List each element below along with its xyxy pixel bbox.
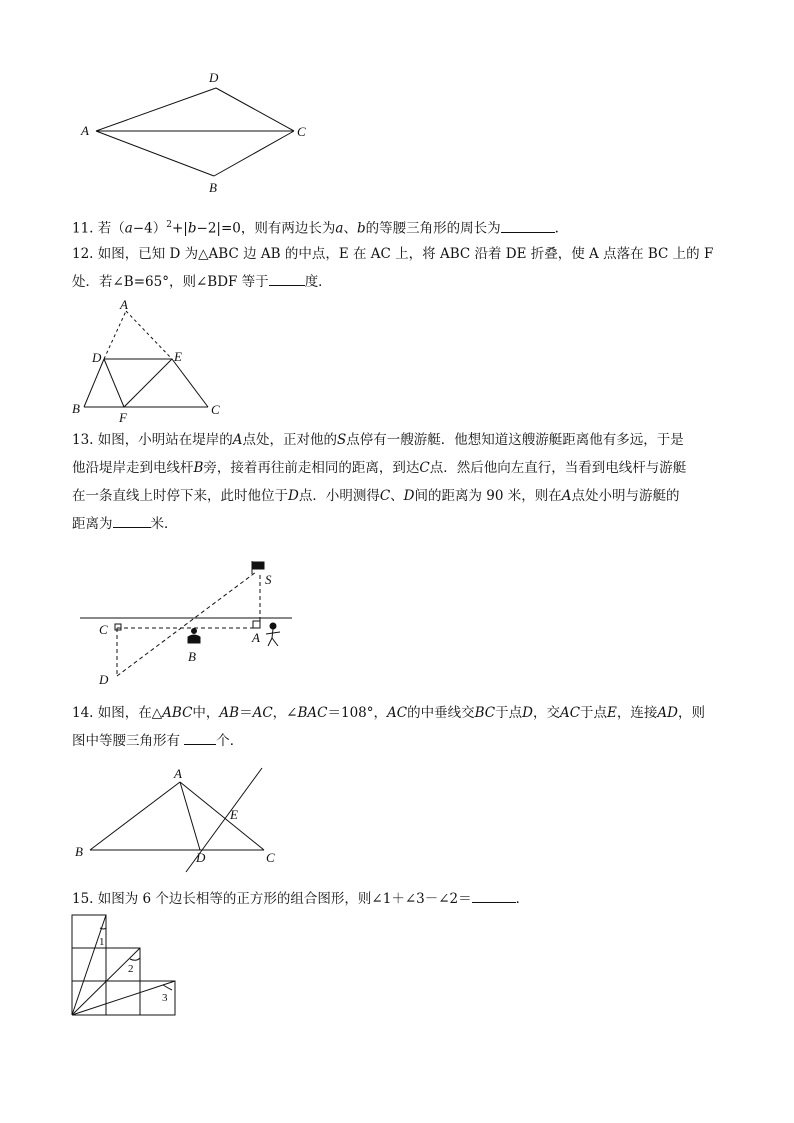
- q14-var: AD: [657, 705, 678, 721]
- label-A: A: [120, 297, 128, 312]
- label-A: A: [252, 630, 260, 645]
- q13-text: 、: [390, 488, 404, 504]
- angle-arc-3: [163, 985, 172, 990]
- angle-label-2: 2: [128, 963, 134, 975]
- q13-text: 点．小明测得: [298, 488, 380, 504]
- angle-label-1: 1: [99, 936, 105, 948]
- q11-text: 若（: [97, 220, 125, 237]
- q13-text: 点处小明与游艇的: [571, 488, 680, 504]
- q15-text: ．: [515, 891, 530, 907]
- angle-arc-2: [130, 958, 140, 960]
- label-E: E: [230, 807, 238, 822]
- q14-text: 中，: [192, 705, 220, 721]
- q14-text: 的中垂线交: [407, 705, 475, 721]
- q13-text: 距离为: [72, 516, 113, 532]
- q13-var: A: [232, 432, 243, 448]
- q14-var: ABC: [162, 705, 193, 721]
- q14-text: ，连接: [616, 705, 658, 721]
- q13-var: D: [403, 488, 415, 504]
- angle-label-3: 3: [162, 992, 168, 1004]
- q11-number: 11.: [72, 220, 94, 237]
- label-F: F: [119, 410, 127, 425]
- label-E: E: [174, 349, 182, 364]
- label-D: D: [209, 70, 219, 85]
- q14-text: 14. 如图，在△: [72, 705, 163, 721]
- q13-text: 13. 如图，小明站在堤岸的: [72, 432, 233, 448]
- q14-text: ，交: [532, 705, 560, 721]
- q11-text: .: [554, 220, 559, 237]
- q13-text: 点停有一艘游艇．他想知道这艘游艇距离他有多远，于是: [346, 432, 684, 448]
- label-D: D: [99, 672, 109, 687]
- label-B: B: [72, 401, 80, 416]
- label-C: C: [99, 622, 108, 637]
- q14-text: ＝108°，: [327, 705, 388, 721]
- q14-var: BAC: [297, 705, 328, 721]
- q11-text: 的等腰三角形的周长为: [365, 220, 501, 237]
- q11-text: −4）: [132, 220, 167, 237]
- q11-var-a: a: [124, 220, 133, 237]
- q13-text: 米．: [150, 516, 178, 532]
- q12-text: 度．: [304, 274, 332, 290]
- q14-text: 图中等腰三角形有: [72, 733, 180, 749]
- q11-text: −2|=0，则有两边长为: [196, 220, 336, 237]
- label-A: A: [81, 123, 89, 138]
- q11-exponent: 2: [166, 220, 172, 230]
- q13-text: 旁，接着再往前走相同的距离，到达: [203, 460, 420, 476]
- diag-3: [72, 981, 175, 1015]
- q14-var: AC: [252, 705, 273, 721]
- label-B: B: [188, 649, 196, 664]
- q13-text: 他沿堤岸走到电线杆: [72, 460, 194, 476]
- q13-text: 点处，正对他的: [242, 432, 338, 448]
- q11-var-b: b: [187, 220, 197, 237]
- q14-var: AB: [219, 705, 240, 721]
- q14-var: E: [607, 705, 617, 721]
- label-B: B: [209, 180, 217, 195]
- q14-text: ，∠: [272, 705, 298, 721]
- q13-var: A: [561, 488, 572, 504]
- q13-var: B: [193, 460, 204, 476]
- q14-text: ＝: [239, 705, 253, 721]
- q12-line-1: 12. 如图，已知 D 为△ABC 边 AB 的中点，E 在 AC 上，将 ABC 沿着 DE 折叠，使 A 点落在 BC 上的 F: [72, 246, 714, 262]
- label-C: C: [297, 124, 306, 139]
- label-B: B: [75, 844, 83, 859]
- q11-var-a: a: [335, 220, 344, 237]
- q13-var: S: [337, 432, 347, 448]
- q14-text: 于点: [580, 705, 608, 721]
- q12-text: 处．若∠B=65°，则∠BDF 等于: [72, 274, 269, 290]
- label-D: D: [92, 350, 102, 365]
- q14-var: BC: [474, 705, 496, 721]
- q13-text: 点．然后他向左直行，当看到电线杆与游艇: [429, 460, 687, 476]
- q14-text: 个．: [216, 733, 244, 749]
- q15-text: 15. 如图为 6 个边长相等的正方形的组合图形，则∠1＋∠3－∠2＝: [72, 891, 472, 907]
- q13-var: D: [288, 488, 299, 504]
- q14-var: AC: [387, 705, 408, 721]
- q14-var: AC: [559, 705, 581, 721]
- q13-var: C: [379, 488, 391, 504]
- label-C: C: [266, 850, 275, 865]
- q13-var: C: [419, 460, 430, 476]
- q14-text: 于点: [495, 705, 523, 721]
- label-A: A: [174, 766, 182, 781]
- q13-text: 间的距离为 90 米，则在: [414, 488, 562, 504]
- q11-var-b: b: [356, 220, 366, 237]
- q14-text: ，则: [677, 705, 705, 721]
- q11-text: 、: [343, 220, 357, 237]
- label-C: C: [211, 402, 220, 417]
- label-S: S: [265, 572, 272, 587]
- q14-var: D: [522, 705, 533, 721]
- label-D: D: [196, 850, 206, 865]
- q11-text: +|: [171, 220, 188, 237]
- angle-arc-1: [100, 928, 106, 929]
- diag-1: [72, 915, 106, 1015]
- q13-text: 在一条直线上时停下来，此时他位于: [72, 488, 288, 504]
